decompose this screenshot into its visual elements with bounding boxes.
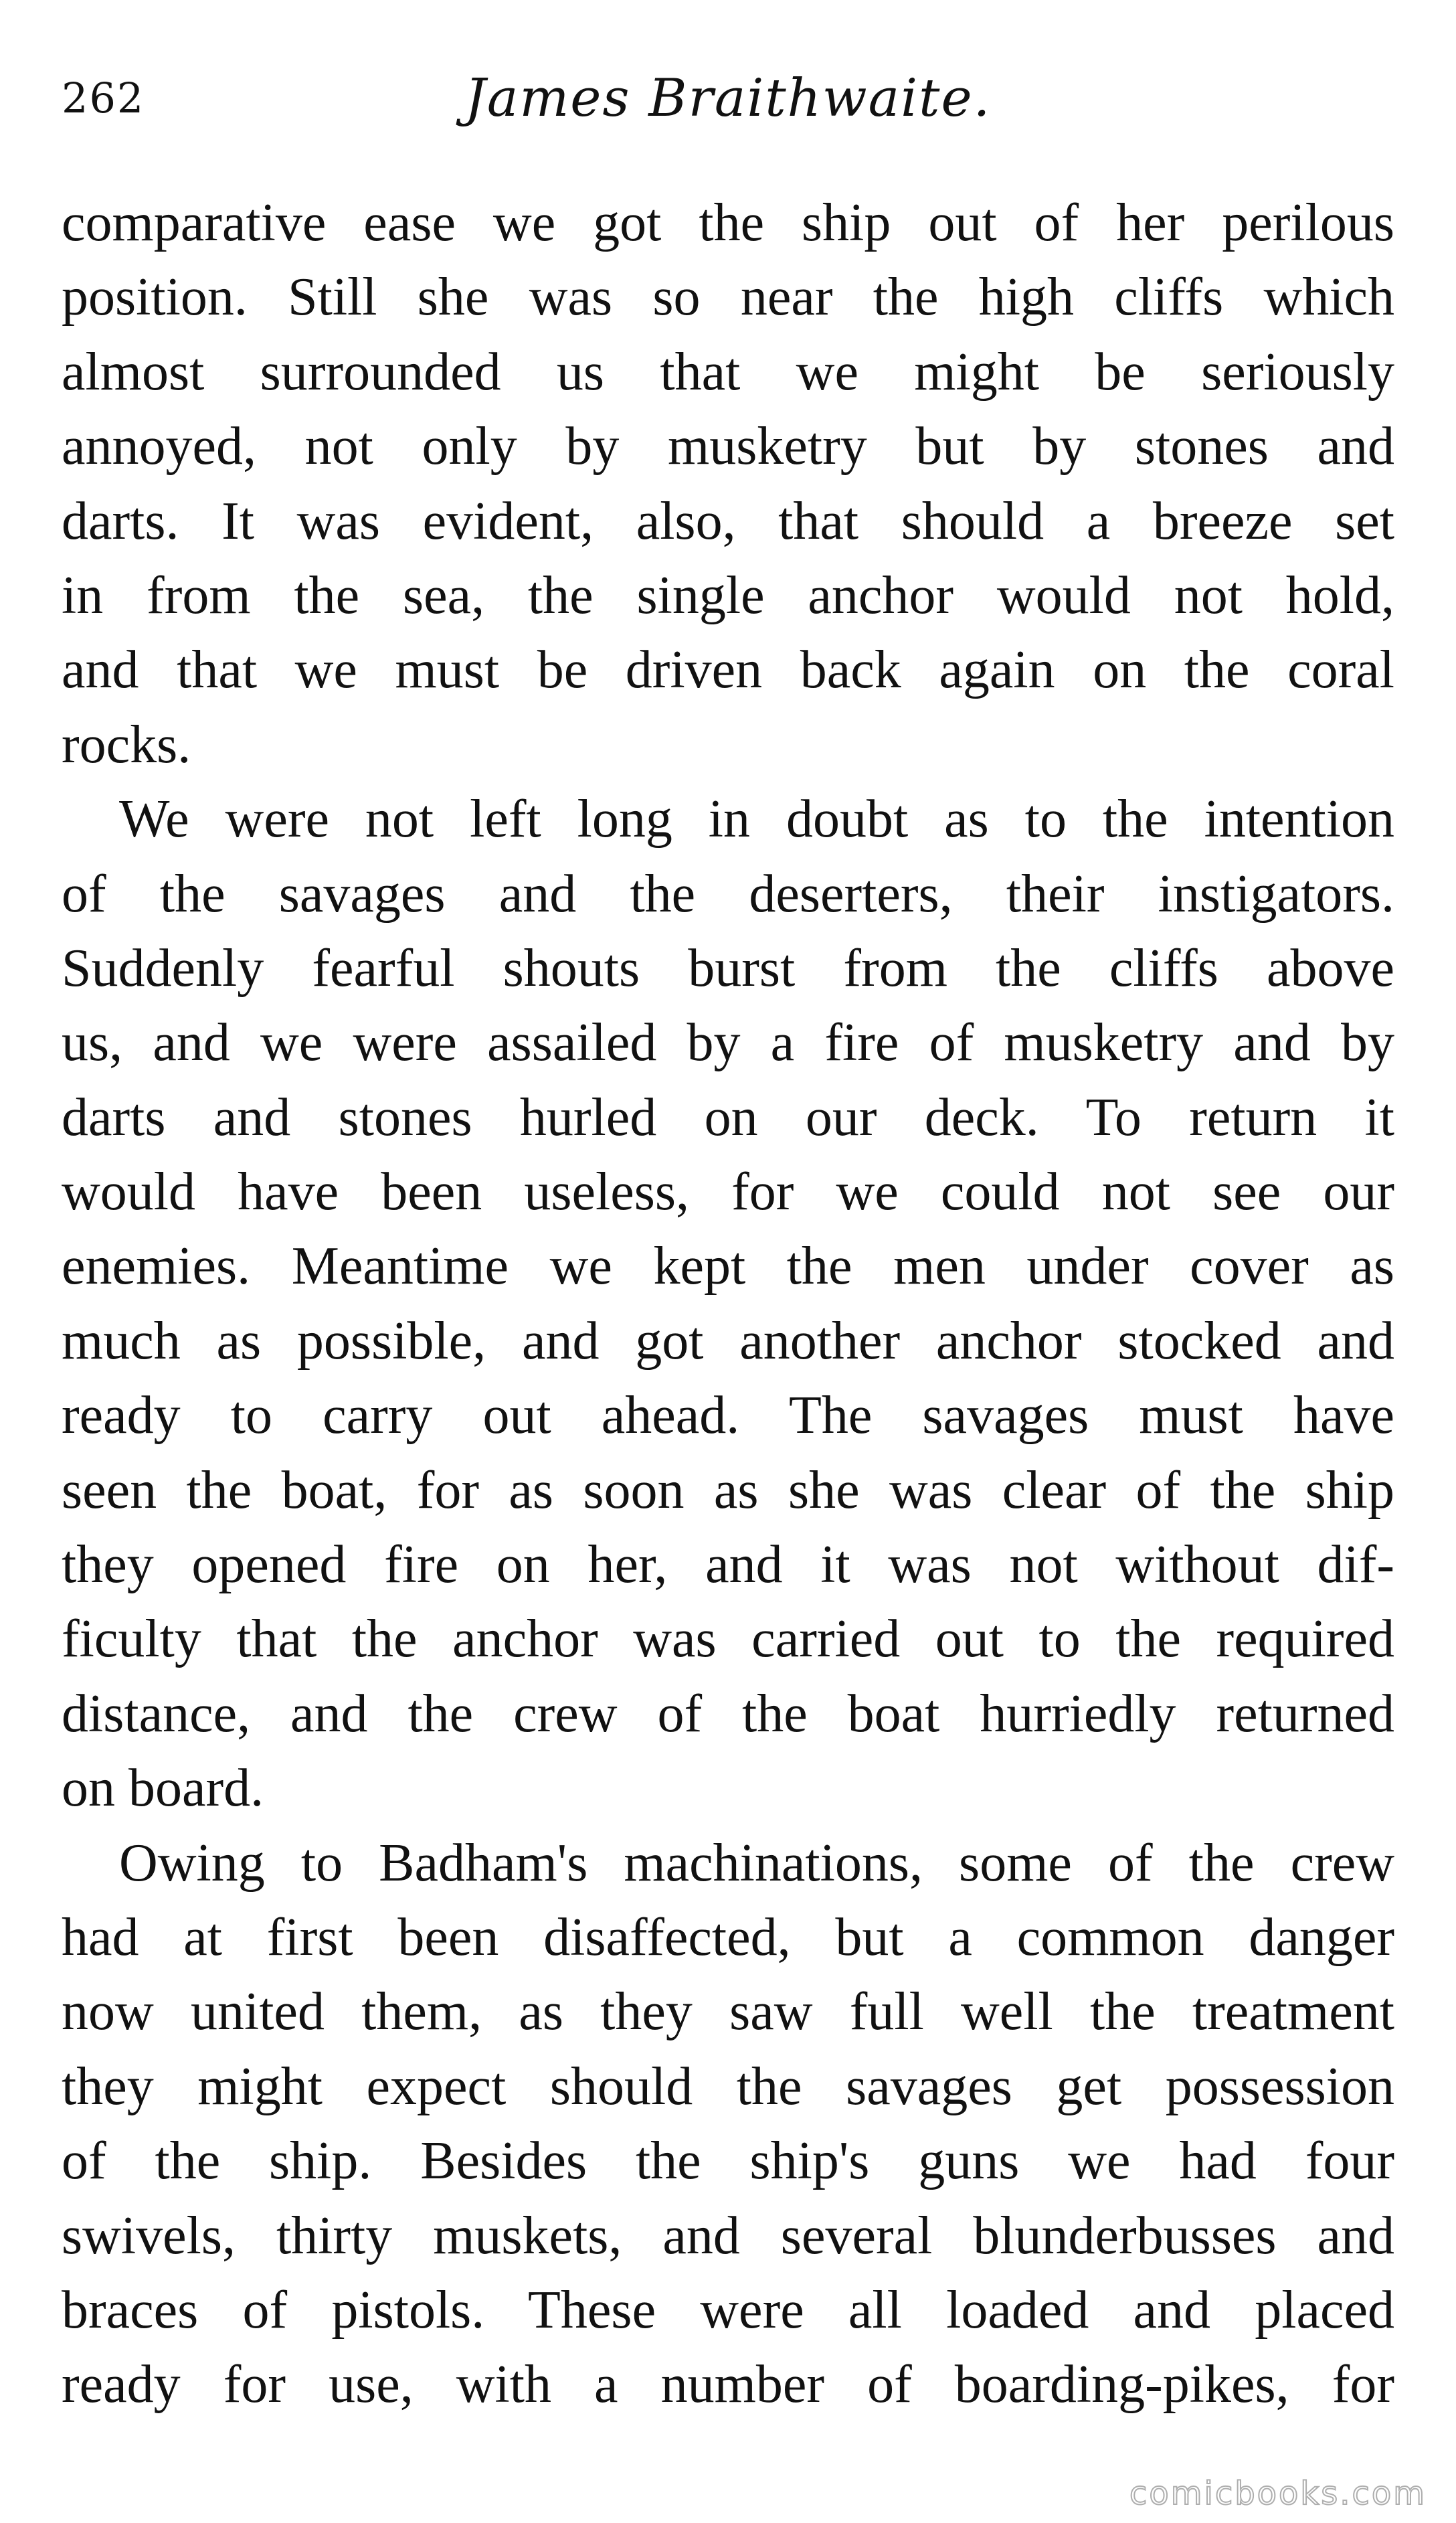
text-line: they opened fire on her, and it was not without dif- — [62, 1535, 1394, 1595]
running-head: James Braithwaite. — [464, 68, 992, 128]
text-line: Suddenly fearful shouts burst from the cliffs above — [62, 938, 1394, 998]
text-line: enemies. Meantime we kept the men under cover as — [62, 1237, 1394, 1296]
text-line: darts and stones hurled on our deck. To return it — [62, 1088, 1394, 1147]
text-line: of the savages and the deserters, their instigators. — [62, 864, 1394, 924]
text-line: comparative ease we got the ship out of her perilous — [62, 193, 1394, 252]
text-line: of the ship. Besides the ship's guns we had four — [62, 2132, 1394, 2191]
text-line: much as possible, and got another anchor stocked and — [62, 1311, 1394, 1371]
text-line: had at first been disaffected, but a common danger — [62, 1907, 1394, 1967]
text-line: seen the boat, for as soon as she was clear of the ship — [62, 1460, 1394, 1520]
site-watermark: comicbooks.com — [1129, 2475, 1427, 2512]
paragraph-1 — [62, 186, 1394, 782]
text-line: braces of pistols. These were all loaded and placed — [62, 2280, 1394, 2340]
text-line: distance, and the crew of the boat hurriedly returned — [62, 1684, 1394, 1743]
text-line: ready for use, with a number of boarding-pikes, for — [62, 2355, 1394, 2415]
text-line: swivels, thirty muskets, and several blunderbusses and — [62, 2206, 1394, 2265]
body-text — [62, 186, 1394, 2423]
text-line: rocks. — [62, 715, 191, 774]
text-line: ready to carry out ahead. The savages must have — [62, 1386, 1394, 1446]
text-line: position. Still she was so near the high cliffs which — [62, 268, 1394, 327]
text-line: now united them, as they saw full well the treatment — [62, 1982, 1394, 2042]
paragraph-3 — [62, 1826, 1394, 2423]
text-line: Owing to Badham's machinations, some of the crew — [119, 1833, 1394, 1893]
text-line: they might expect should the savages get possession — [62, 2057, 1394, 2116]
text-line: in from the sea, the single anchor would not hold, — [62, 566, 1394, 625]
text-line: ficulty that the anchor was carried out to the required — [62, 1610, 1394, 1669]
text-line: on board. — [62, 1759, 264, 1818]
text-line: We were not left long in doubt as to the intention — [119, 790, 1394, 849]
text-line: would have been useless, for we could not see our — [62, 1162, 1394, 1222]
paragraph-2 — [62, 782, 1394, 1826]
page-header — [62, 55, 1394, 149]
text-line: and that we must be driven back again on the coral — [62, 640, 1394, 700]
text-line: annoyed, not only by musketry but by stones and — [62, 417, 1394, 476]
page-number: 262 — [62, 74, 145, 122]
text-line: almost surrounded us that we might be seriously — [62, 342, 1394, 402]
text-line: us, and we were assailed by a fire of musketry and by — [62, 1013, 1394, 1073]
text-line: darts. It was evident, also, that should a breeze set — [62, 491, 1394, 551]
